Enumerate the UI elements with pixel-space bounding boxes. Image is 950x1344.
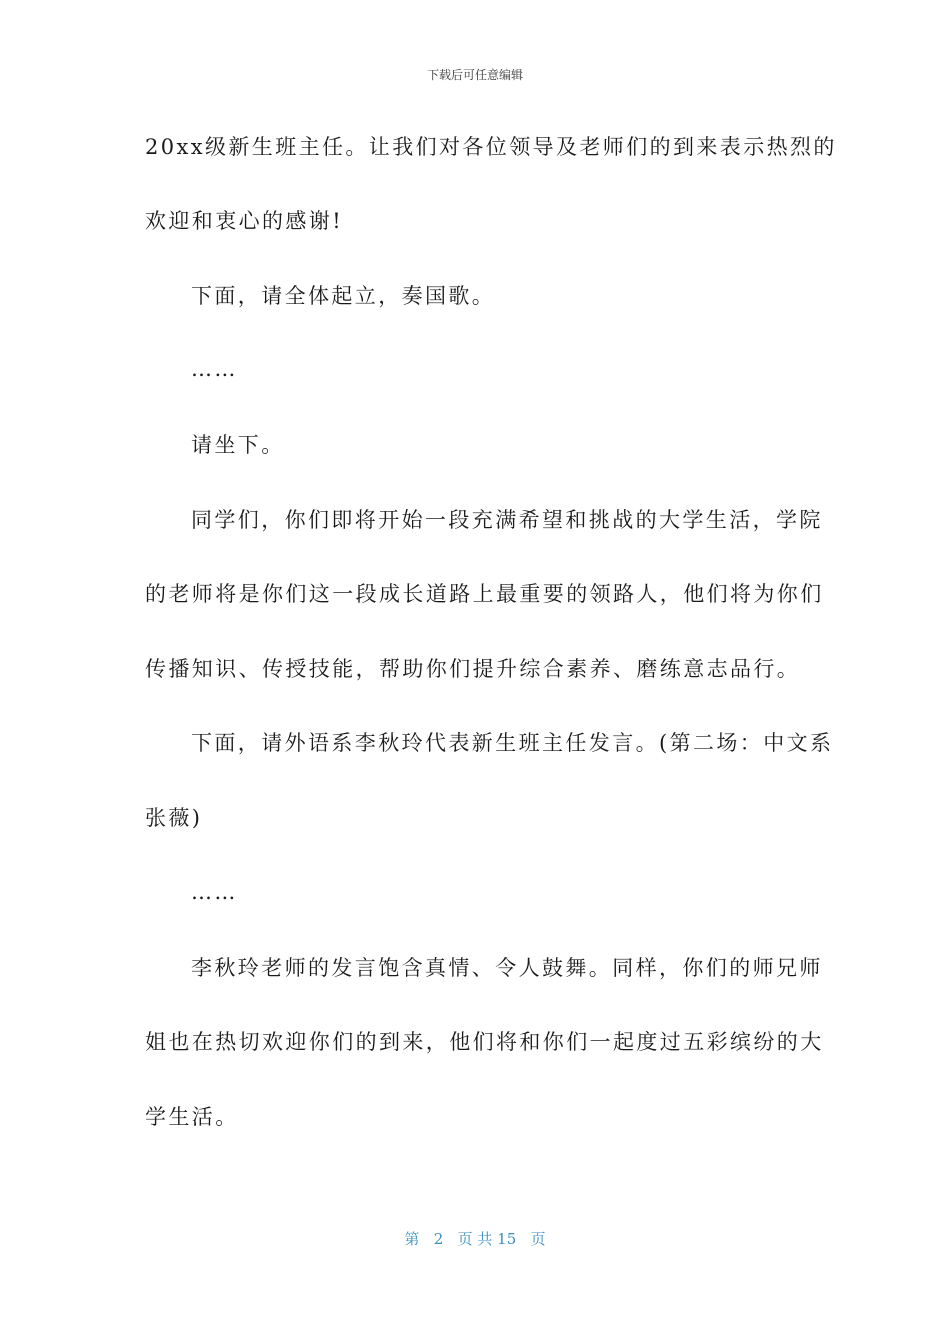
text-line: 下面，请外语系李秋玲代表新生班主任发言。(第二场：中文系 xyxy=(191,731,834,755)
text-line: 传播知识、传授技能，帮助你们提升综合素养、磨练意志品行。 xyxy=(145,657,801,681)
text-line: 的老师将是你们这一段成长道路上最重要的领路人，他们将为你们 xyxy=(145,582,824,606)
text-line: 同学们，你们即将开始一段充满希望和挑战的大学生活，学院 xyxy=(191,508,823,532)
text-line: 请坐下。 xyxy=(191,433,285,457)
text-line: 张薇) xyxy=(145,806,203,830)
text-line: 李秋玲老师的发言饱含真情、令人鼓舞。同样，你们的师兄师 xyxy=(191,956,823,980)
text-line: 下面，请全体起立，奏国歌。 xyxy=(191,284,496,308)
text-line: …… xyxy=(191,880,238,904)
page-header-note: 下载后可任意编辑 xyxy=(426,68,523,82)
footer-di: 第 xyxy=(404,1230,420,1248)
footer-ye-gong: 页 共 xyxy=(457,1230,493,1248)
text-line: 20xx级新生班主任。让我们对各位领导及老师们的到来表示热烈的 xyxy=(145,135,837,159)
total-page-count: 15 xyxy=(497,1230,517,1248)
text-line: 姐也在热切欢迎你们的到来，他们将和你们一起度过五彩缤纷的大 xyxy=(145,1030,824,1054)
text-line: …… xyxy=(191,357,238,381)
text-line: 欢迎和衷心的感谢! xyxy=(145,209,344,233)
text-line: 学生活。 xyxy=(145,1105,239,1129)
footer-ye: 页 xyxy=(530,1230,546,1248)
page-footer xyxy=(0,1228,950,1249)
current-page-number: 2 xyxy=(433,1230,444,1248)
